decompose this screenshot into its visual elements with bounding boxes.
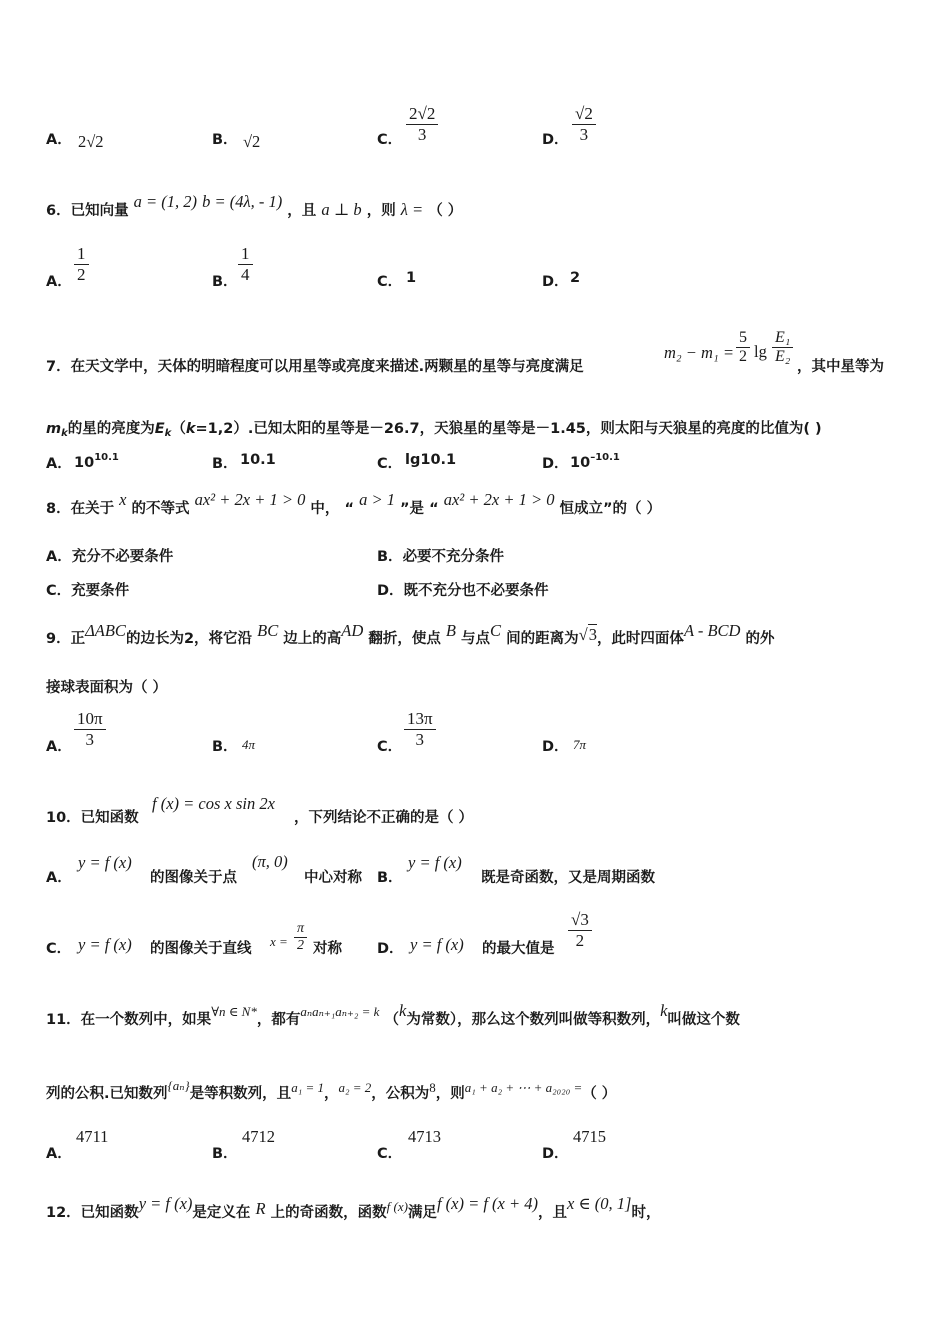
q6-opt-d-label: D． — [542, 274, 569, 290]
q10-text-a: 10．已知函数 — [46, 810, 139, 826]
q7-ek-sub: k — [164, 428, 172, 439]
q6-opt-a-label: A． — [46, 274, 72, 290]
q5-opt-c-label: C． — [377, 132, 403, 148]
q8-opt-b: B．必要不充分条件 — [377, 549, 505, 565]
q10-opt-b-text: 既是奇函数，又是周期函数 — [481, 870, 655, 886]
q7-mk-sub: k — [61, 428, 68, 439]
q9-bc: BC — [257, 621, 279, 640]
q10-function: f (x) = cos x sin 2x — [152, 794, 275, 813]
q10-opt-a-func: y = f (x) — [78, 853, 132, 872]
q7-formula-lhs: m₂ − m₁ = — [664, 343, 734, 362]
q11-line2-d: ，则 — [435, 1086, 465, 1102]
q11-text-c: （ — [384, 1012, 400, 1028]
q7-opt-b-value: 10.1 — [240, 452, 276, 468]
q10-opt-d-text: 的最大值是 — [482, 941, 555, 957]
q9-text-e: 与点 — [461, 631, 491, 647]
question-6-stem — [46, 192, 463, 220]
q11-k2: k — [660, 1001, 668, 1020]
q7-opt-c-label: C． — [377, 456, 403, 472]
q10-text-b: ，下列结论不正确的是（ ） — [294, 810, 474, 826]
q6-opt-b-fraction: $\frac{1}{4}$ — [238, 244, 253, 285]
q9-distance: 3 — [588, 625, 597, 644]
q7-line1-end: ，其中星等为 — [797, 359, 884, 375]
q7-opt-d-label: D． — [542, 456, 569, 472]
q9-opt-d-label: D． — [542, 739, 569, 755]
q11-a1: a₁ = 1 — [291, 1080, 324, 1095]
q9-text-d: 翻折，使点 — [368, 631, 441, 647]
q9-triangle: ΔABC — [85, 621, 126, 640]
question-12-stem — [46, 1194, 661, 1222]
q11-line2-c: ，公积为 — [371, 1086, 430, 1102]
q7-text-b: （ — [171, 421, 186, 437]
q9-text-a: 9．正 — [46, 631, 86, 647]
q7-ek: E — [154, 421, 165, 437]
q11-opt-c-label: C． — [377, 1146, 403, 1162]
q11-opt-a-value: 4711 — [76, 1127, 109, 1146]
q12-function-2: f (x) — [386, 1199, 408, 1214]
q10-opt-a-point: (π, 0) — [252, 852, 288, 871]
q11-text-d: 为常数），那么这个数列叫做等积数列， — [406, 1012, 661, 1028]
q7-opt-d-value: $10^{-10.1}$ — [570, 452, 620, 471]
q10-opt-c-func: y = f (x) — [78, 935, 132, 954]
question-8-stem — [46, 490, 662, 518]
q12-function-1: y = f (x) — [138, 1194, 193, 1213]
q8-text-a: 8．在关于 — [46, 501, 115, 517]
q11-opt-d-value: 4715 — [573, 1127, 606, 1146]
q11-forall: ∀n ∈ N* — [211, 1004, 257, 1019]
q7-kval: k — [185, 421, 196, 437]
q11-product: aₙaₙ₊₁aₙ₊₂ = k — [300, 1004, 380, 1019]
q10-opt-d-fraction: $\frac{√3}{2}$ — [568, 910, 592, 951]
q11-line2-b: 是等积数列，且 — [189, 1086, 292, 1102]
q10-opt-c-text2: 对称 — [313, 941, 342, 957]
q11-text-a: 11．在一个数列中，如果 — [46, 1012, 212, 1028]
q8-opt-d: D．既不充分也不必要条件 — [377, 583, 549, 599]
q7-mk: m — [46, 421, 62, 437]
q5-opt-c-fraction: $\frac{2√2}{3}$ — [406, 104, 438, 145]
q11-line2-a: 列的公积.已知数列 — [46, 1086, 168, 1102]
q10-opt-a-label: A． — [46, 870, 72, 886]
q11-opt-b-value: 4712 — [242, 1127, 275, 1146]
q9-text-g: ，此时四面体 — [596, 631, 684, 647]
q11-sum: a₁ + a₂ + ⋯ + a₂₀₂₀ = — [464, 1080, 583, 1095]
q10-opt-a-text1: 的图像关于点 — [150, 870, 237, 886]
question-11-line2 — [46, 1078, 617, 1103]
q8-text-d: ”是 — [400, 501, 425, 517]
q7-line2 — [46, 417, 822, 439]
q12-text-c: 上的奇函数，函数 — [270, 1205, 387, 1221]
q11-k1: k — [399, 1001, 407, 1020]
q10-opt-a-text2: 中心对称 — [304, 870, 362, 886]
q9-ad: AD — [341, 621, 364, 640]
q6-vector-a: a = (1, 2) — [133, 192, 198, 211]
q10-opt-b-label: B． — [377, 870, 403, 886]
q9-text-f: 间的距离为 — [506, 631, 579, 647]
q5-opt-b-value: √2 — [243, 132, 261, 151]
q10-opt-c-text1: 的图像关于直线 — [150, 941, 252, 957]
q7-formula-coef: $\frac{5}{2}$ — [736, 329, 750, 366]
q7-formula-lg: lg — [754, 342, 767, 361]
q8-inequality: ax² + 2x + 1 > 0 — [194, 490, 306, 509]
q8-quote-2: “ — [429, 501, 439, 517]
q10-opt-c-x: x = — [270, 934, 288, 949]
q9-opt-d-value: 7π — [573, 737, 587, 752]
q12-text-e: ，且 — [538, 1205, 567, 1221]
q6-opt-d-value: 2 — [570, 270, 581, 286]
q8-opt-a: A．充分不必要条件 — [46, 549, 174, 565]
q11-opt-b-label: B． — [212, 1146, 238, 1162]
q11-comma: ， — [323, 1086, 339, 1102]
q9-text-h: 的外 — [745, 631, 775, 647]
q6-perp: a ⊥ b — [321, 200, 362, 219]
q6-paren: （ ） — [428, 203, 463, 219]
q8-condition: a > 1 — [359, 490, 395, 509]
q10-opt-d-label: D． — [377, 941, 404, 957]
q12-text-a: 12．已知函数 — [46, 1205, 139, 1221]
q11-opt-a-label: A． — [46, 1146, 72, 1162]
q7-opt-a-value: $10^{10.1}$ — [74, 452, 119, 471]
q7-opt-b-label: B． — [212, 456, 238, 472]
q6-text-a: 6．已知向量 — [46, 203, 129, 219]
question-11-line1 — [46, 1001, 740, 1029]
q8-text-e: 恒成立”的（ ） — [559, 501, 662, 517]
q9-opt-b-label: B． — [212, 739, 238, 755]
q6-text-b: ，且 — [287, 203, 317, 219]
q9-text-b: 的边长为2，将它沿 — [125, 631, 253, 647]
q12-domain: x ∈ (0, 1] — [567, 1194, 632, 1213]
q6-opt-c-label: C． — [377, 274, 403, 290]
question-9-stem: 9．正ΔABC的边长为2，将它沿 BC 边上的高AD 翻折，使点 B 与点C 间的距离为√3，此时四面体A - BCD 的外 — [46, 621, 775, 647]
q8-quote-1: “ — [344, 501, 355, 517]
q8-text-c: 中， — [310, 501, 340, 517]
q5-opt-b-label: B． — [212, 132, 238, 148]
q6-opt-c-value: 1 — [406, 270, 417, 286]
q9-opt-a-label: A． — [46, 739, 72, 755]
q11-opt-d-label: D． — [542, 1146, 569, 1162]
q9-point-c: C — [490, 621, 502, 640]
q9-opt-c-label: C． — [377, 739, 403, 755]
q12-text-b: 是定义在 — [192, 1205, 251, 1221]
q6-vector-b: b = (4λ, - 1) — [202, 192, 283, 211]
q7-opt-c-value: lg10.1 — [405, 452, 457, 468]
q9-text-c: 边上的高 — [283, 631, 342, 647]
q7-formula-ratio: $\frac{\text{E₁}}{\text{E₂}}$ — [772, 329, 793, 366]
q8-text-b: 的不等式 — [131, 501, 190, 517]
q12-text-f: 时， — [631, 1205, 661, 1221]
q11-opt-c-value: 4713 — [408, 1127, 441, 1146]
q12-R: R — [255, 1199, 266, 1218]
q7-opt-a-label: A． — [46, 456, 72, 472]
q10-opt-c-label: C． — [46, 941, 72, 957]
q9-opt-a-fraction: $\frac{10\pi}{3}$ — [74, 709, 106, 750]
q10-opt-c-fraction: $\frac{\pi}{2}$ — [294, 921, 307, 954]
q5-opt-a-label: A． — [46, 132, 72, 148]
q7-text-c: =1,2）.已知太阳的星等是－26.7，天狼星的星等是－1.45，则太阳与天狼星的亮度的比值为( ) — [195, 421, 822, 437]
q8-opt-c: C．充要条件 — [46, 583, 130, 599]
q9-opt-b-value: 4π — [242, 737, 256, 752]
q11-a2: a₂ = 2 — [338, 1080, 372, 1095]
q12-text-d: 满足 — [407, 1205, 437, 1221]
q7-text-a: 的星的亮度为 — [67, 421, 155, 437]
q9-point-b: B — [445, 621, 456, 640]
q9-line2: 接球表面积为（ ） — [46, 680, 168, 696]
q10-opt-d-func: y = f (x) — [410, 935, 464, 954]
q6-text-c: ，则 — [366, 203, 396, 219]
q11-text-e: 叫做这个数 — [667, 1012, 740, 1028]
q5-opt-d-label: D． — [542, 132, 569, 148]
q11-eight: 8 — [429, 1080, 436, 1095]
q6-lambda: λ = — [400, 200, 424, 219]
q8-x: x — [119, 490, 127, 509]
q10-opt-b-func: y = f (x) — [408, 853, 462, 872]
q5-opt-a-value: 2√2 — [78, 132, 104, 151]
q11-sequence: {aₙ} — [167, 1078, 190, 1093]
q6-opt-a-fraction: $\frac{1}{2}$ — [74, 244, 89, 285]
q5-opt-d-fraction: $\frac{√2}{3}$ — [572, 104, 596, 145]
q9-tetrahedron: A - BCD — [683, 621, 741, 640]
q11-paren: （ ） — [582, 1086, 617, 1102]
q8-inequality-2: ax² + 2x + 1 > 0 — [443, 490, 555, 509]
q7-line1: 7．在天文学中，天体的明暗程度可以用星等或亮度来描述.两颗星的星等与亮度满足 — [46, 359, 584, 375]
q11-text-b: ，都有 — [256, 1012, 301, 1028]
q12-function-3: f (x) = f (x + 4) — [436, 1194, 538, 1213]
q9-opt-c-fraction: $\frac{13\pi}{3}$ — [404, 709, 436, 750]
q6-opt-b-label: B． — [212, 274, 238, 290]
